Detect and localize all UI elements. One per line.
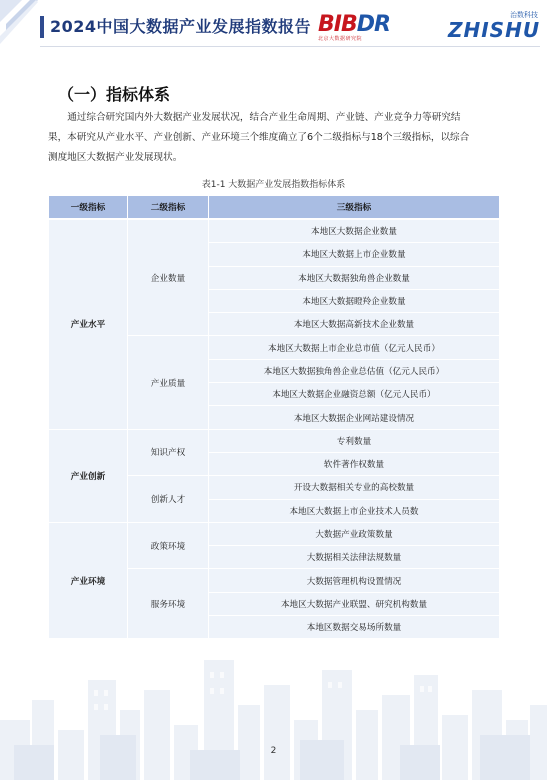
level3-cell: 本地区大数据上市企业技术人员数: [209, 499, 500, 522]
level3-cell: 大数据管理机构设置情况: [209, 569, 500, 592]
level3-cell: 大数据相关法律法规数量: [209, 546, 500, 569]
level3-cell: 本地区大数据上市企业总市值（亿元人民币）: [209, 336, 500, 359]
level3-cell: 专利数量: [209, 429, 500, 452]
level2-cell: 服务环境: [128, 569, 209, 639]
paragraph-line: 果，本研究从产业水平、产业创新、产业环境三个维度确立了6个二级指标与18个三级指标，以综合: [48, 132, 470, 143]
level3-cell: 本地区大数据高新技术企业数量: [209, 313, 500, 336]
corner-decoration: [0, 0, 38, 44]
level3-cell: 本地区数据交易场所数量: [209, 616, 500, 639]
table-row: [49, 219, 500, 243]
level2-cell: 知识产权: [128, 429, 209, 476]
level1-cell: 产业水平: [49, 219, 128, 429]
level3-cell: 本地区大数据企业数量: [209, 219, 500, 243]
paragraph-line: 通过综合研究国内外大数据产业发展状况，结合产业生命周期、产业链、产业竞争力等研究结: [67, 112, 461, 123]
indicator-table: [48, 195, 500, 639]
table-body: [49, 219, 500, 639]
level1-cell: 产业环境: [49, 522, 128, 638]
level3-cell: 本地区大数据产业联盟、研究机构数量: [209, 592, 500, 615]
city-skyline-illustration: [0, 650, 547, 780]
paragraph-line: 测度地区大数据产业发展现状。: [48, 152, 183, 163]
header-level1: 一级指标: [49, 196, 128, 220]
level2-cell: 政策环境: [128, 522, 209, 569]
level3-cell: 软件著作权数量: [209, 452, 500, 475]
section-title: （一）指标体系: [58, 85, 171, 104]
level1-cell: 产业创新: [49, 429, 128, 522]
level2-cell: 创新人才: [128, 476, 209, 523]
level2-cell: 产业质量: [128, 336, 209, 429]
zhishu-logo: 治数科技 ZHISHU: [448, 11, 541, 42]
intro-paragraph: [48, 108, 500, 168]
header-level3: 三级指标: [209, 196, 500, 220]
table-header-row: [49, 196, 500, 220]
level3-cell: 本地区大数据上市企业数量: [209, 243, 500, 266]
level3-cell: 大数据产业政策数量: [209, 522, 500, 545]
header-divider: [40, 46, 540, 47]
table-row: [49, 429, 500, 452]
header-level2: 二级指标: [128, 196, 209, 220]
level3-cell: 本地区大数据企业网站建设情况: [209, 406, 500, 429]
level3-cell: 本地区大数据独角兽企业数量: [209, 266, 500, 289]
bibdr-logo: BIBDR 北京大数据研究院: [318, 12, 390, 42]
header-accent-bar: [40, 16, 44, 38]
page-number: 2: [270, 746, 277, 756]
table-caption: 表1-1 大数据产业发展指数指标体系: [201, 180, 346, 190]
level2-cell: 企业数量: [128, 219, 209, 336]
level3-cell: 开设大数据相关专业的高校数量: [209, 476, 500, 499]
level3-cell: 本地区大数据瞪羚企业数量: [209, 289, 500, 312]
table-row: [49, 522, 500, 545]
level3-cell: 本地区大数据独角兽企业总估值（亿元人民币）: [209, 359, 500, 382]
level3-cell: 本地区大数据企业融资总额（亿元人民币）: [209, 383, 500, 406]
report-title: 2024中国大数据产业发展指数报告: [50, 17, 312, 36]
